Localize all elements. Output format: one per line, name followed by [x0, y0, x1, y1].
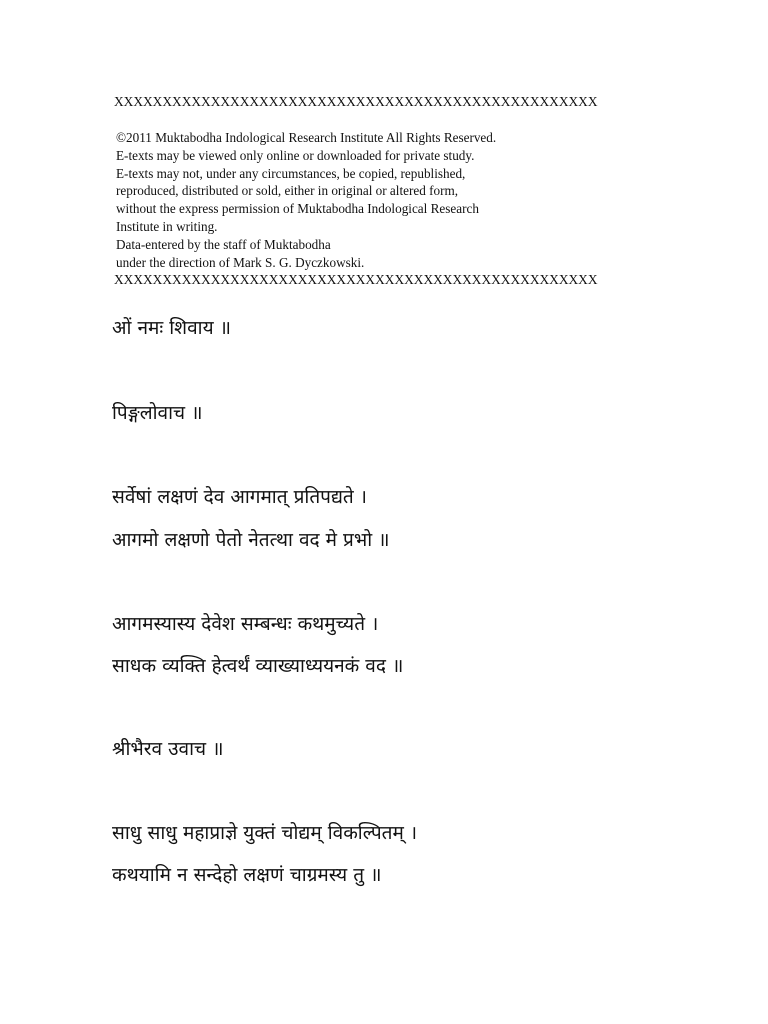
copyright-line: ©2011 Muktabodha Indological Research Institute All Rights Reserved.: [116, 130, 497, 145]
verse-line: आगमो लक्षणो पेतो नेतत्था वद मे प्रभो ॥: [112, 529, 390, 551]
speaker-heading-pingala: पिङ्गलोवाच ॥: [112, 402, 203, 424]
verse-line: आगमस्यास्य देवेश सम्बन्धः कथमुच्यते ।: [112, 613, 379, 635]
verse-line: सर्वेषां लक्षणं देव आगमात् प्रतिपद्यते ।: [112, 486, 367, 508]
verse-line: साधक व्यक्ति हेत्वर्थं व्याख्याध्ययनकं वद ॥: [112, 655, 404, 677]
copyright-line: without the express permission of Muktabodha Indological Research: [116, 201, 479, 217]
copyright-line: E-texts may not, under any circumstances, be copied, republished,: [116, 165, 466, 181]
copyright-notice: [116, 129, 496, 271]
verse-line: कथयामि न सन्देहो लक्षणं चाग्रमस्य तु ॥: [112, 864, 382, 886]
copyright-line: Data-entered by the staff of Muktabodha: [116, 236, 331, 252]
separator-top: XXXXXXXXXXXXXXXXXXXXXXXXXXXXXXXXXXXXXXXXXXXXXXXXXX: [114, 94, 598, 109]
copyright-line: Institute in writing.: [116, 218, 218, 234]
verse-line: साधु साधु महाप्राज्ञे युक्तं चोद्यम् विकल्पितम् ।: [112, 822, 418, 844]
copyright-line: under the direction of Mark S. G. Dyczkowski.: [116, 254, 365, 270]
invocation-line: ओं नमः शिवाय ॥: [112, 317, 232, 339]
separator-bottom: XXXXXXXXXXXXXXXXXXXXXXXXXXXXXXXXXXXXXXXXXXXXXXXXXX: [114, 272, 598, 287]
copyright-line: E-texts may be viewed only online or downloaded for private study.: [116, 147, 475, 163]
speaker-heading-bhairava: श्रीभैरव उवाच ॥: [112, 738, 224, 760]
copyright-line: reproduced, distributed or sold, either in original or altered form,: [116, 183, 459, 199]
